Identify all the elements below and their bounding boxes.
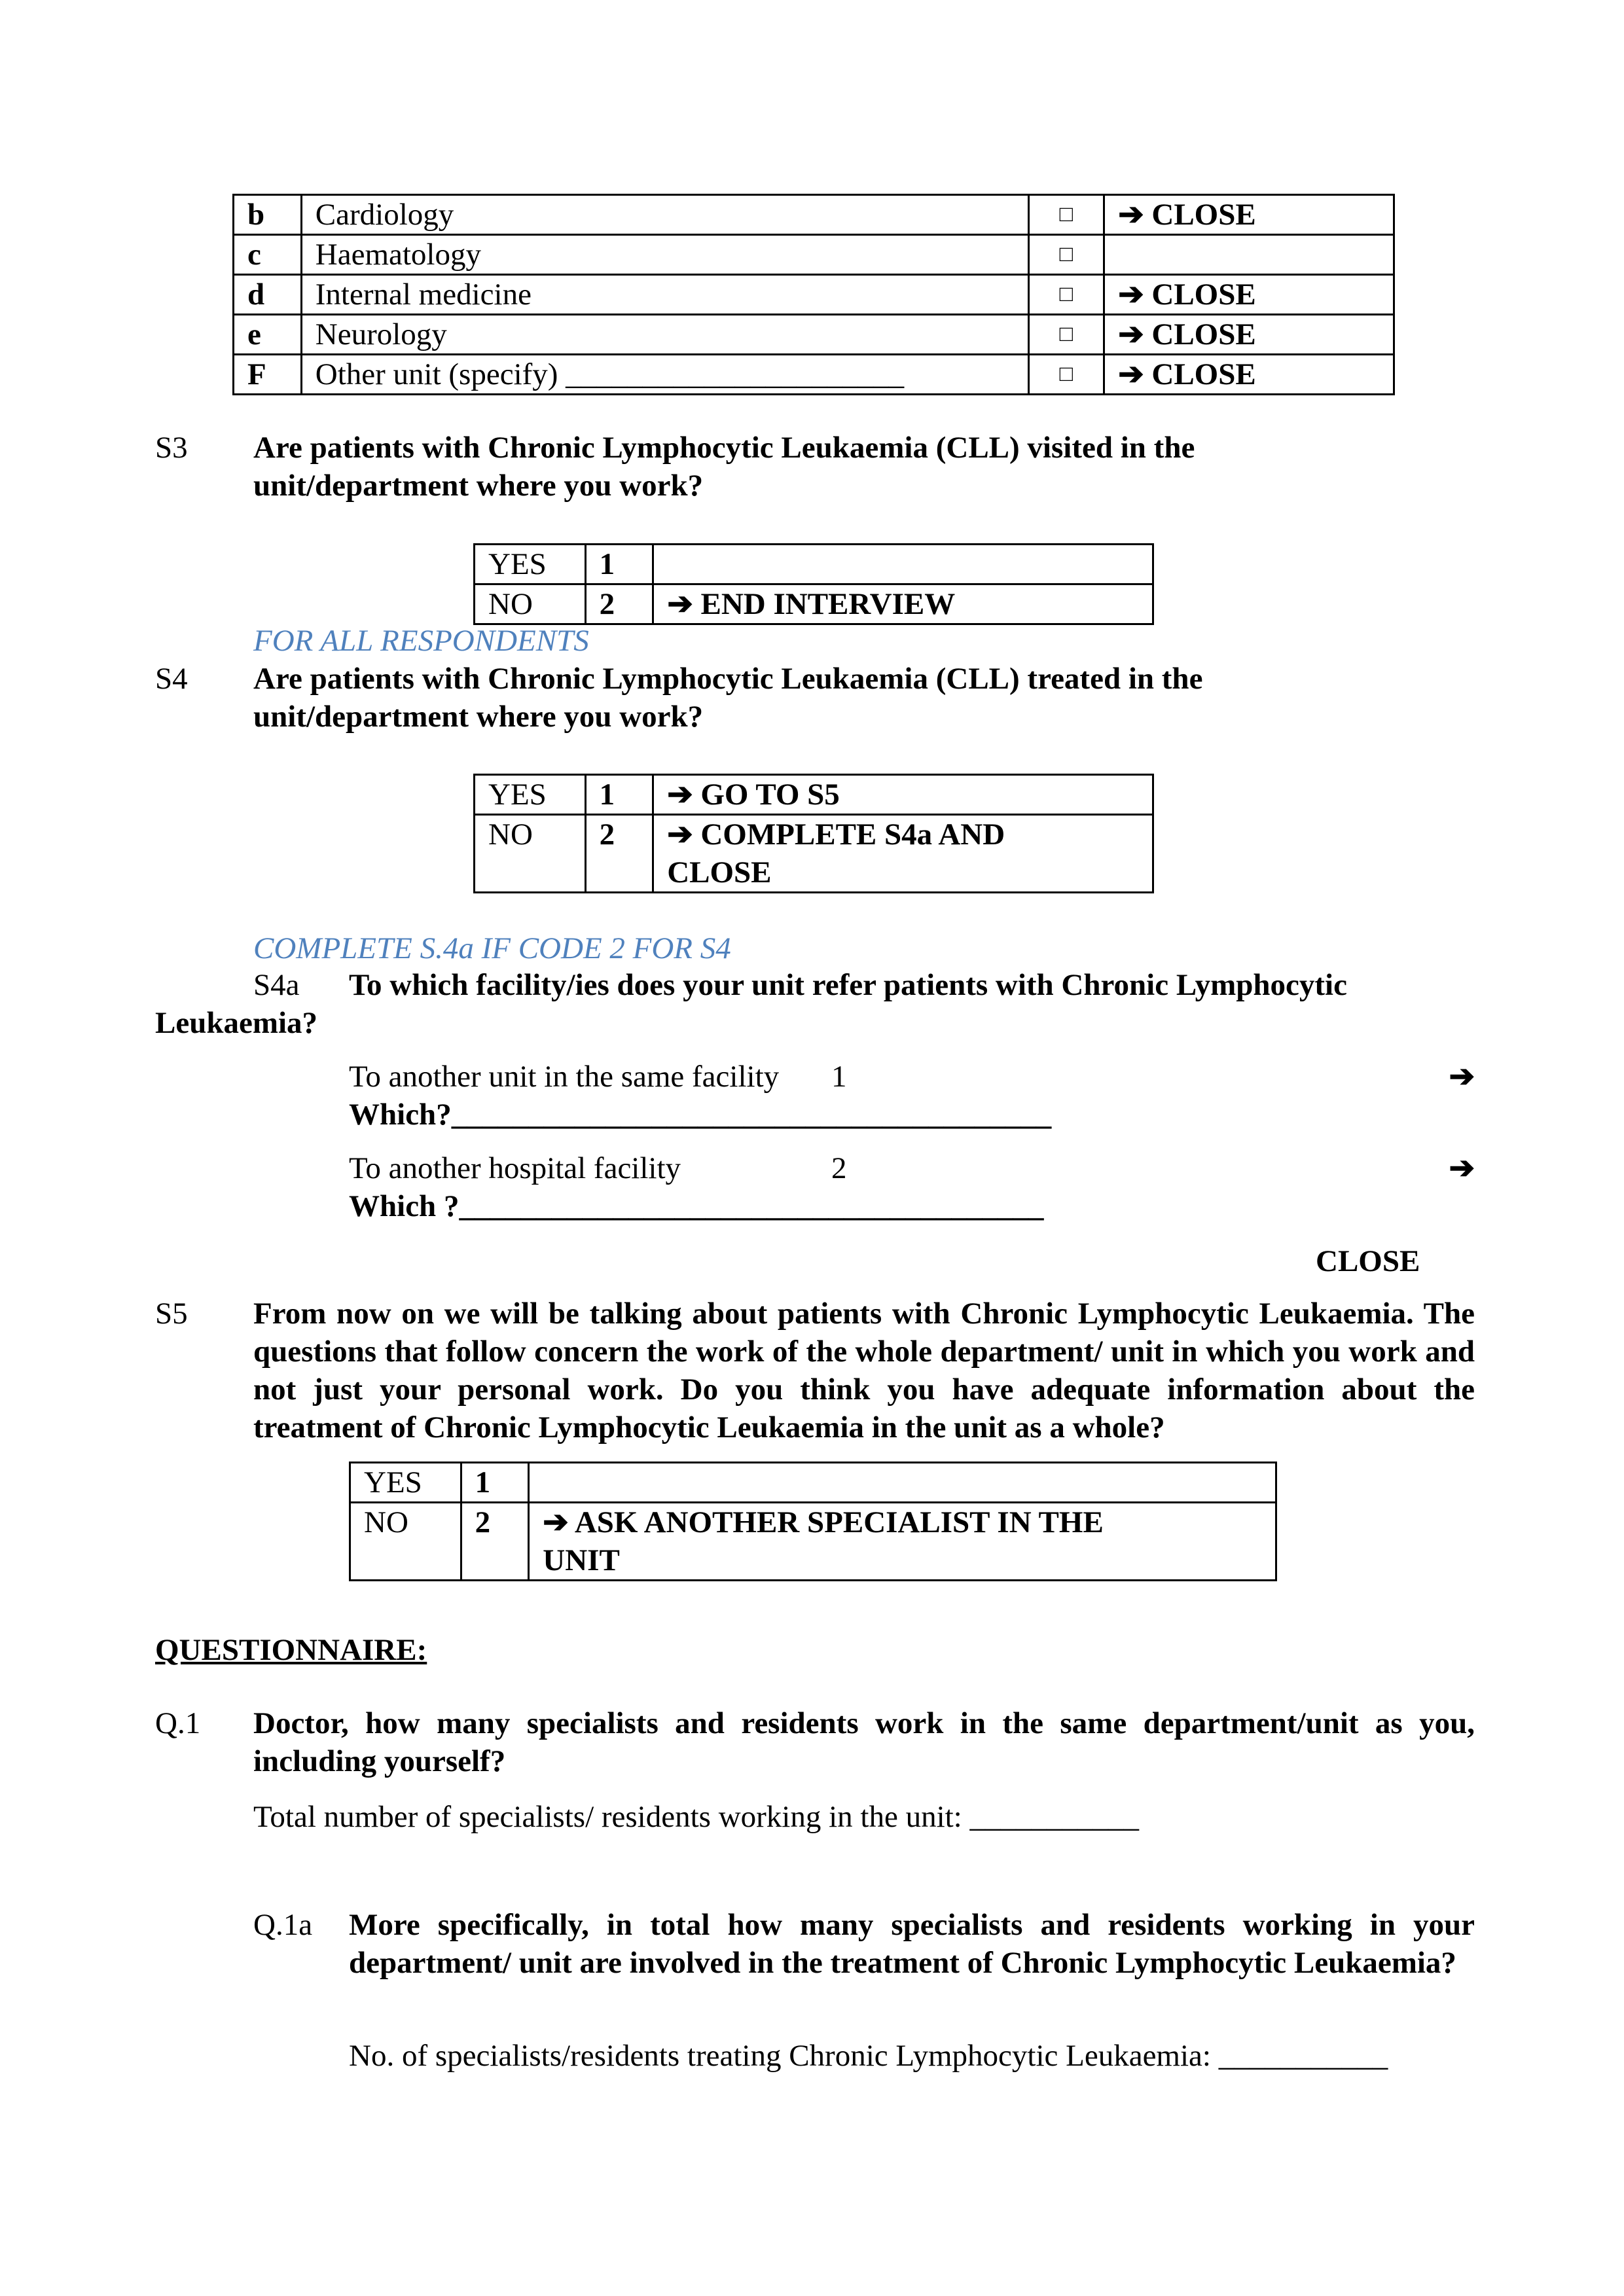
s5-answer-table	[349, 1462, 1277, 1581]
answer-label: YES	[350, 1463, 461, 1503]
which-field[interactable]: Which?_______________________________________	[349, 1098, 1052, 1132]
question-text	[253, 660, 1405, 736]
route-instruction	[653, 815, 1153, 893]
question-number: S4a	[253, 968, 300, 1002]
arrow-icon: ➔	[1449, 1060, 1475, 1094]
section-heading: QUESTIONNAIRE:	[155, 1633, 427, 1667]
route-line: UNIT	[543, 1543, 620, 1577]
route-instruction	[529, 1503, 1276, 1581]
referral-option-2[interactable]	[349, 1149, 1475, 1225]
option-label: To another unit in the same facility	[349, 1060, 780, 1094]
route-instruction	[1104, 235, 1394, 275]
question-line: Are patients with Chronic Lymphocytic Leukaemia (CLL) visited in the	[253, 431, 1195, 465]
unit-name: Haematology	[301, 235, 1028, 275]
checkbox[interactable]: □	[1028, 315, 1104, 355]
question-number: S3	[155, 431, 188, 465]
answer-code: 2	[585, 815, 653, 893]
question-line: unit/department where you work?	[253, 700, 704, 734]
question-number: S5	[155, 1297, 188, 1331]
table-row	[234, 235, 1394, 275]
row-letter: d	[234, 275, 302, 315]
close-instruction: CLOSE	[1316, 1244, 1420, 1278]
answer-code: 1	[461, 1463, 529, 1503]
route-instruction: ➔ END INTERVIEW	[653, 584, 1153, 624]
question-number: S4	[155, 662, 188, 696]
unit-name: Internal medicine	[301, 275, 1028, 315]
table-row[interactable]	[350, 1463, 1276, 1503]
answer-field[interactable]: Total number of specialists/ residents working in the unit: ___________	[253, 1800, 1139, 1834]
answer-code: 1	[585, 545, 653, 584]
checkbox[interactable]: □	[1028, 275, 1104, 315]
table-row[interactable]	[350, 1503, 1276, 1581]
option-code: 1	[831, 1060, 847, 1094]
route-line: ➔ ASK ANOTHER SPECIALIST IN THE	[543, 1505, 1104, 1539]
route-line: ➔ COMPLETE S4a AND	[667, 817, 1005, 852]
table-row	[234, 355, 1394, 395]
question-line: unit/department where you work?	[253, 469, 704, 503]
which-field[interactable]: Which ?______________________________________	[349, 1189, 1044, 1223]
question-number: Q.1a	[253, 1908, 313, 1942]
option-label: To another hospital facility	[349, 1151, 681, 1185]
answer-label: NO	[350, 1503, 461, 1581]
table-row[interactable]	[475, 584, 1153, 624]
table-row[interactable]	[475, 775, 1153, 815]
unit-name: Other unit (specify) ______________________	[301, 355, 1028, 395]
checkbox[interactable]: □	[1028, 355, 1104, 395]
option-code: 2	[831, 1151, 847, 1185]
route-instruction: ➔ CLOSE	[1104, 315, 1394, 355]
route-instruction: ➔ CLOSE	[1104, 195, 1394, 235]
table-row[interactable]	[475, 545, 1153, 584]
route-instruction: ➔ CLOSE	[1104, 275, 1394, 315]
route-line: CLOSE	[667, 855, 772, 889]
row-letter: e	[234, 315, 302, 355]
referral-option-1[interactable]	[349, 1058, 1475, 1134]
answer-field[interactable]: No. of specialists/residents treating Chronic Lymphocytic Leukaemia: ___________	[349, 2039, 1388, 2073]
table-row[interactable]	[475, 815, 1153, 893]
unit-table	[232, 194, 1395, 395]
unit-name: Cardiology	[301, 195, 1028, 235]
question-number: Q.1	[155, 1706, 201, 1740]
answer-label: YES	[475, 545, 586, 584]
table-row	[234, 195, 1394, 235]
interviewer-note: COMPLETE S.4a IF CODE 2 FOR S4	[253, 931, 731, 965]
answer-label: YES	[475, 775, 586, 815]
question-text: More specifically, in total how many specialists and residents working in your department/ unit are involved in the treatment of Chronic Lymphocytic Leukaemia?	[349, 1908, 1475, 1980]
table-row	[234, 315, 1394, 355]
answer-label: NO	[475, 584, 586, 624]
row-letter: F	[234, 355, 302, 395]
answer-code: 2	[461, 1503, 529, 1581]
checkbox[interactable]: □	[1028, 195, 1104, 235]
route-instruction: ➔ GO TO S5	[653, 775, 1153, 815]
answer-code: 2	[585, 584, 653, 624]
question-text	[253, 429, 1405, 505]
row-letter: b	[234, 195, 302, 235]
row-letter: c	[234, 235, 302, 275]
s3-answer-table	[473, 543, 1154, 625]
route-instruction	[653, 545, 1153, 584]
route-instruction	[529, 1463, 1276, 1503]
question-text: Doctor, how many specialists and residents work in the same department/unit as you, including yourself?	[253, 1706, 1475, 1778]
answer-code: 1	[585, 775, 653, 815]
unit-name: Neurology	[301, 315, 1028, 355]
table-row	[234, 275, 1394, 315]
question-line: Are patients with Chronic Lymphocytic Leukaemia (CLL) treated in the	[253, 662, 1203, 696]
arrow-icon: ➔	[1449, 1151, 1475, 1185]
question-text-continued: Leukaemia?	[155, 1006, 318, 1040]
answer-label: NO	[475, 815, 586, 893]
question-text: To which facility/ies does your unit refer patients with Chronic Lymphocytic	[349, 968, 1347, 1002]
route-instruction: ➔ CLOSE	[1104, 355, 1394, 395]
checkbox[interactable]: □	[1028, 235, 1104, 275]
interviewer-note: FOR ALL RESPONDENTS	[253, 624, 589, 658]
question-text: From now on we will be talking about patients with Chronic Lymphocytic Leukaemia. The questions that follow concern the work of the whole department/ unit in which you work and not just your personal work. Do you think you have adequate information about the treatment of Chronic Lymphocytic Leukaemia in the unit as a whole?	[253, 1297, 1475, 1444]
s4-answer-table	[473, 774, 1154, 893]
